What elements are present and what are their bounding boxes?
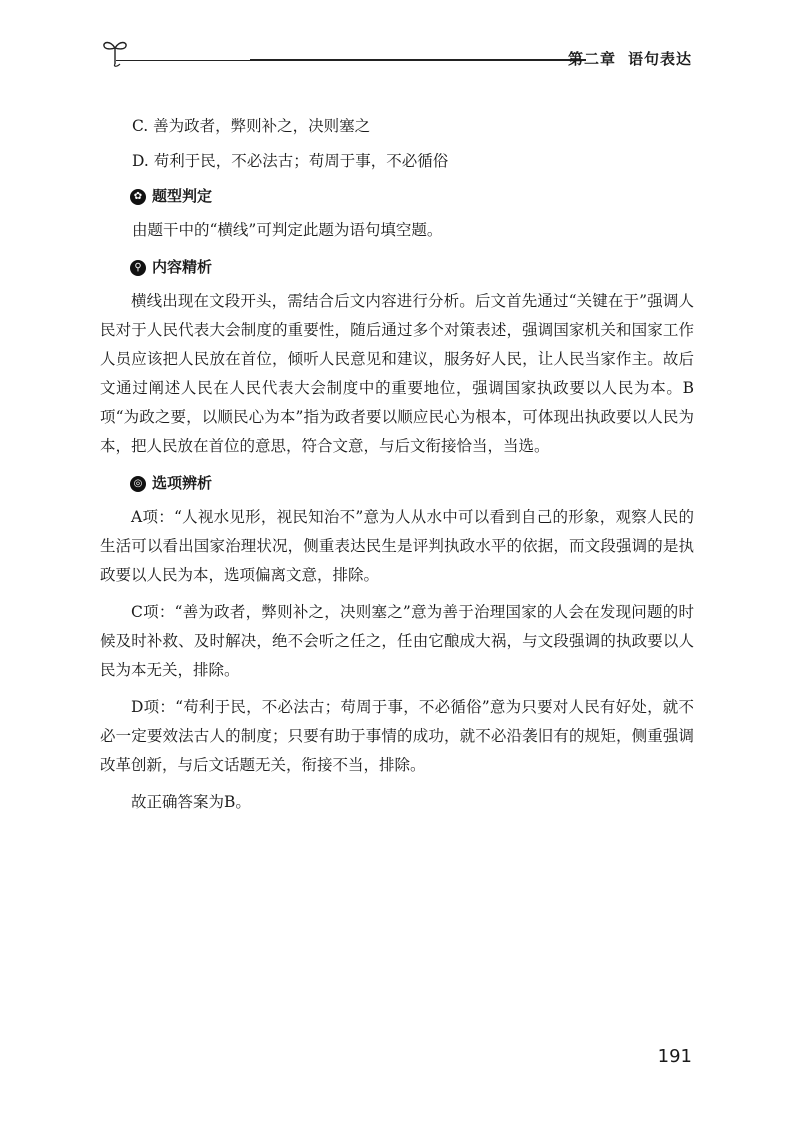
page-number: 191 <box>657 1046 692 1067</box>
header-rule-thick <box>250 59 586 61</box>
option-d: D. 苟利于民，不必法古；苟周于事，不必循俗 <box>132 152 449 170</box>
section-type-judgment-heading <box>130 182 694 211</box>
answer-conclusion: 故正确答案为B。 <box>131 793 251 811</box>
option-c: C. 善为政者，弊则补之，决则塞之 <box>132 117 371 135</box>
type-judgment-text: 由题干中的“横线”可判定此题为语句填空题。 <box>132 221 443 239</box>
chapter-title <box>568 48 692 69</box>
gear-icon: ✿ <box>130 189 146 205</box>
option-c-analysis: C项：“善为政者，弊则补之，决则塞之”意为善于治理国家的人会在发现问题的时候及时补救、及时解决，绝不会听之任之，任由它酿成大祸，与文段强调的执政要以人民为本无关，排除。 <box>100 603 694 679</box>
option-d-analysis: D项：“苟利于民，不必法古；苟周于事，不必循俗”意为只要对人民有好处，就不必一定要效法古人的制度；只要有助于事情的成功，就不必沿袭旧有的规矩，侧重强调改革创新，与后文话题无关，衔接不当，排除。 <box>100 698 694 774</box>
section-title: 内容精析 <box>152 258 213 276</box>
magnifier-icon: ⚲ <box>130 260 146 276</box>
section-option-analysis-heading <box>130 469 694 498</box>
section-title: 选项辨析 <box>152 474 213 492</box>
section-title: 题型判定 <box>152 187 213 205</box>
content-analysis-text: 横线出现在文段开头，需结合后文内容进行分析。后文首先通过“关键在于”强调人民对于人民代表大会制度的重要性，随后通过多个对策表述，强调国家机关和国家工作人员应该把人民放在首位，倾听人民意见和建议，服务好人民，让人民当家作主。故后文通过阐述人民在人民代表大会制度中的重要地位，强调国家执政要以人民为本。B项“为政之要，以顺民心为本”指为政者要以顺应民心为根本，可体现出执政要以人民为本，把人民放在首位的意思，符合文意，与后文衔接恰当，当选。 <box>100 292 694 455</box>
chapter-name: 语句表达 <box>627 50 692 68</box>
section-content-analysis-heading <box>130 253 694 282</box>
target-icon: ◎ <box>130 476 146 492</box>
chapter-number: 第二章 <box>567 50 616 68</box>
option-a-analysis: A项：“人视水见形，视民知治不”意为人从水中可以看到自己的形象，观察人民的生活可以看出国家治理状况，侧重表达民生是评判执政水平的依据，而文段强调的是执政要以人民为本，选项偏离文意，排除。 <box>100 508 694 584</box>
page-content <box>100 112 694 825</box>
page-header <box>100 34 692 68</box>
sprout-icon <box>100 34 130 68</box>
